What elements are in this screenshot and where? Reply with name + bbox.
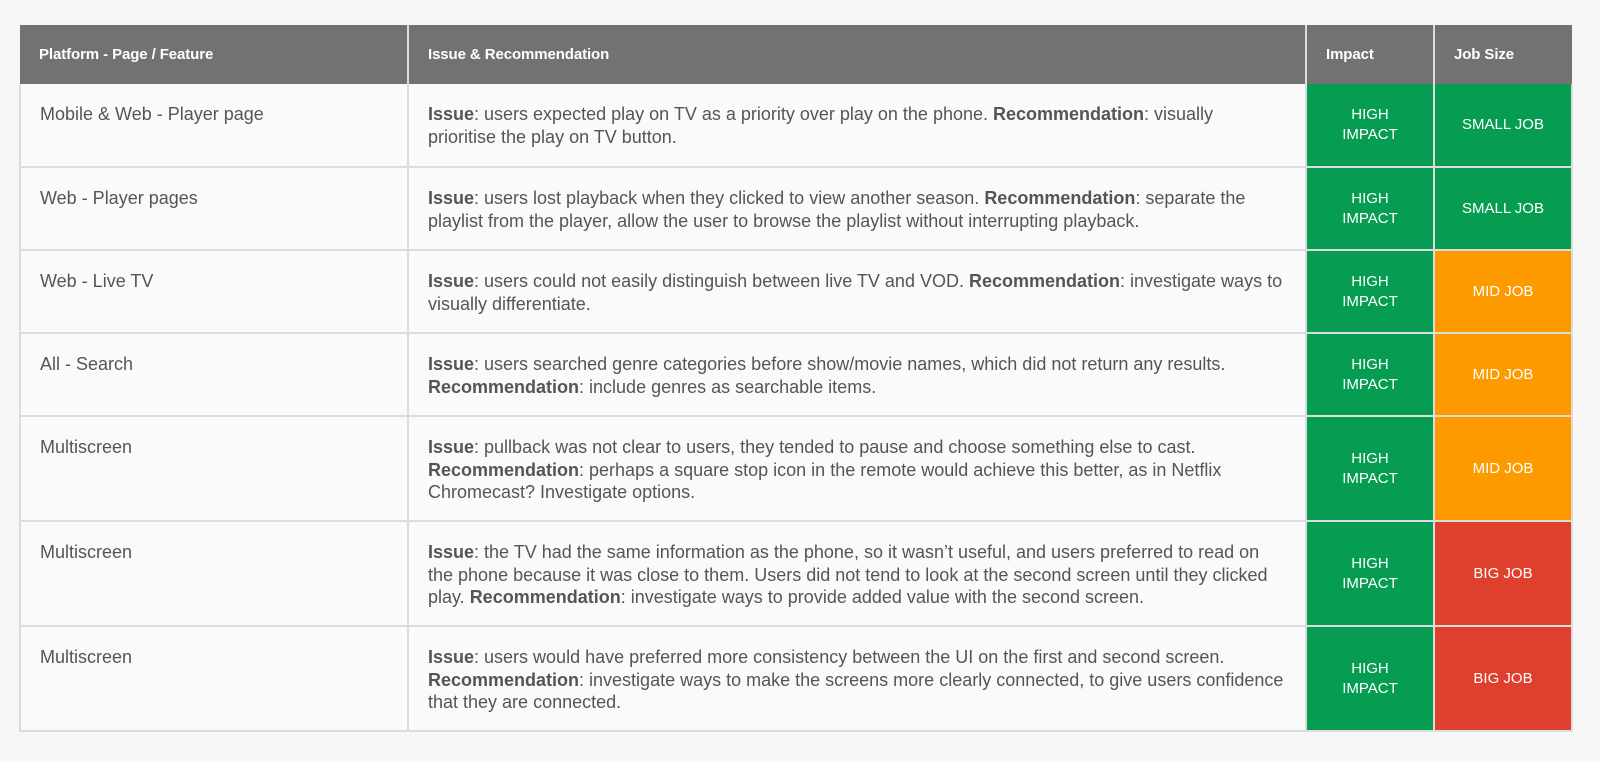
recommendation-text: : visually prioritise the play on TV button. — [428, 104, 1214, 147]
issue-cell — [408, 167, 1306, 250]
issue-cell — [408, 250, 1306, 333]
issue-label: Issue — [428, 104, 475, 124]
job-size-badge: SMALL JOB — [1434, 167, 1572, 250]
impact-badge: HIGH IMPACT — [1306, 333, 1434, 416]
platform-cell: Web - Player pages — [20, 167, 408, 250]
recommendation-label: Recommendation — [968, 271, 1120, 291]
impact-badge: HIGH IMPACT — [1306, 521, 1434, 626]
issue-cell — [408, 626, 1306, 731]
header-impact: Impact — [1306, 25, 1434, 84]
job-size-badge: MID JOB — [1434, 333, 1572, 416]
impact-badge: HIGH IMPACT — [1306, 167, 1434, 250]
header-job-size: Job Size — [1434, 25, 1572, 84]
table-header-row — [20, 25, 1572, 84]
table-row — [20, 167, 1572, 250]
findings-table — [19, 25, 1573, 732]
issue-label: Issue — [428, 437, 475, 457]
recommendation-label: Recommendation — [428, 669, 580, 690]
table-row — [20, 626, 1572, 731]
issue-label: Issue — [428, 188, 475, 208]
issue-cell — [408, 521, 1306, 626]
impact-badge: HIGH IMPACT — [1306, 626, 1434, 731]
table-row — [20, 84, 1572, 167]
recommendation-text: : investigate ways to make the screens more clearly connected, to give users confidence that they are connected. — [428, 669, 1284, 712]
platform-cell: Mobile & Web - Player page — [20, 84, 408, 167]
table-row — [20, 521, 1572, 626]
issue-text: : pullback was not clear to users, they tended to pause and choose something else to cast. — [474, 437, 1196, 457]
recommendation-label: Recommendation — [428, 376, 580, 397]
job-size-badge: MID JOB — [1434, 250, 1572, 333]
job-size-badge: SMALL JOB — [1434, 84, 1572, 167]
issue-cell — [408, 84, 1306, 167]
issue-label: Issue — [428, 647, 475, 667]
impact-badge: HIGH IMPACT — [1306, 84, 1434, 167]
recommendation-text: : investigate ways to provide added value with the second screen. — [620, 587, 1145, 607]
platform-cell: Multiscreen — [20, 626, 408, 731]
header-issue: Issue & Recommendation — [408, 25, 1306, 84]
table-row — [20, 333, 1572, 416]
header-platform: Platform - Page / Feature — [20, 25, 408, 84]
job-size-badge: BIG JOB — [1434, 521, 1572, 626]
recommendation-label: Recommendation — [993, 104, 1145, 124]
issue-text: : users could not easily distinguish between live TV and VOD. — [474, 271, 969, 291]
recommendation-label: Recommendation — [984, 188, 1136, 208]
platform-cell: Multiscreen — [20, 416, 408, 521]
recommendation-text: : include genres as searchable items. — [579, 376, 877, 397]
issue-text: : the TV had the same information as the phone, so it wasn’t useful, and users preferred to read on the phone because it was close to them. Users did not tend to look at the second screen until they clicked play. — [428, 542, 1268, 607]
issue-text: : users expected play on TV as a priority over play on the phone. — [474, 104, 993, 124]
issue-cell — [408, 416, 1306, 521]
recommendation-text: : investigate ways to visually differentiate. — [428, 271, 1283, 314]
findings-table-container — [19, 25, 1571, 732]
job-size-badge: BIG JOB — [1434, 626, 1572, 731]
platform-cell: Web - Live TV — [20, 250, 408, 333]
table-row — [20, 250, 1572, 333]
recommendation-label: Recommendation — [469, 587, 621, 607]
platform-cell: All - Search — [20, 333, 408, 416]
issue-label: Issue — [428, 271, 475, 291]
recommendation-text: : perhaps a square stop icon in the remote would achieve this better, as in Netflix Chromecast? Investigate options. — [428, 459, 1222, 502]
table-row — [20, 416, 1572, 521]
issue-cell — [408, 333, 1306, 416]
recommendation-label: Recommendation — [428, 459, 580, 480]
issue-label: Issue — [428, 354, 475, 374]
issue-label: Issue — [428, 542, 475, 562]
issue-text: : users lost playback when they clicked to view another season. — [474, 188, 985, 208]
issue-text: : users searched genre categories before show/movie names, which did not return any results. — [474, 354, 1226, 374]
issue-text: : users would have preferred more consistency between the UI on the first and second screen. — [474, 647, 1225, 667]
platform-cell: Multiscreen — [20, 521, 408, 626]
impact-badge: HIGH IMPACT — [1306, 250, 1434, 333]
job-size-badge: MID JOB — [1434, 416, 1572, 521]
impact-badge: HIGH IMPACT — [1306, 416, 1434, 521]
recommendation-text: : separate the playlist from the player, allow the user to browse the playlist without interrupting playback. — [428, 188, 1246, 231]
